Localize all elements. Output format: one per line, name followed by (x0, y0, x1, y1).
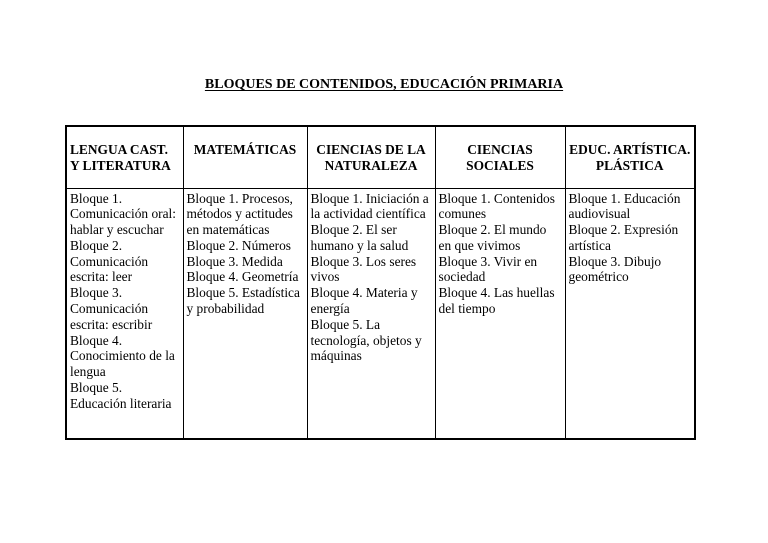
list-item: Bloque 4. Geometría (186, 269, 299, 285)
cell-matematicas (183, 188, 307, 439)
list-item: Bloque 4. Conocimiento de la lengua (70, 332, 175, 380)
table-row (66, 188, 695, 439)
table-header-row (66, 126, 695, 188)
list-item: Bloque 5. La tecnología, objetos y máquinas (310, 316, 422, 364)
list-item: Bloque 1. Comunicación oral: hablar y escuchar (70, 190, 176, 238)
list-item: Bloque 5. Estadística y probabilidad (186, 285, 300, 317)
list-item: Bloque 3. Vivir en sociedad (438, 253, 538, 285)
list-item: Bloque 1. Contenidos comunes (438, 190, 555, 222)
cell-ciencias-sociales (435, 188, 565, 439)
header-educ-artistica: EDUC. ARTÍSTICA. PLÁSTICA (565, 126, 695, 188)
list-item: Bloque 2. El ser humano y la salud (310, 222, 409, 253)
list-item: Bloque 2. Números (186, 237, 292, 253)
list-item: Bloque 1. Procesos, métodos y actitudes en matemáticas (186, 190, 293, 238)
content-blocks-table (65, 125, 696, 440)
list-item: Bloque 5. Educación literaria (70, 380, 172, 411)
cell-lengua (66, 188, 183, 439)
header-lengua: LENGUA CAST. Y LITERATURA (66, 126, 183, 188)
list-item: Bloque 3. Medida (186, 253, 283, 269)
list-item: Bloque 2. Comunicación escrita: leer (70, 237, 149, 285)
list-item: Bloque 4. Las huellas del tiempo (438, 285, 555, 317)
list-item: Bloque 2. Expresión artística (568, 222, 679, 253)
header-matematicas: MATEMÁTICAS (183, 126, 307, 188)
list-item: Bloque 1. Educación audiovisual (568, 190, 681, 222)
document-title (0, 77, 768, 93)
cell-educ-artistica (565, 188, 695, 439)
document-title-text: BLOQUES DE CONTENIDOS, EDUCACIÓN PRIMARIA (204, 77, 564, 92)
list-item: Bloque 1. Iniciación a la actividad científica (310, 190, 429, 222)
list-item: Bloque 3. Dibujo geométrico (568, 253, 662, 285)
list-item: Bloque 3. Comunicación escrita: escribir (70, 285, 153, 332)
list-item: Bloque 4. Materia y energía (310, 285, 418, 317)
cell-ciencias-naturaleza (307, 188, 435, 439)
header-ciencias-sociales: CIENCIAS SOCIALES (435, 126, 565, 188)
list-item: Bloque 3. Los seres vivos (310, 253, 417, 285)
list-item: Bloque 2. El mundo en que vivimos (438, 222, 547, 253)
header-ciencias-naturaleza: CIENCIAS DE LA NATURALEZA (307, 126, 435, 188)
